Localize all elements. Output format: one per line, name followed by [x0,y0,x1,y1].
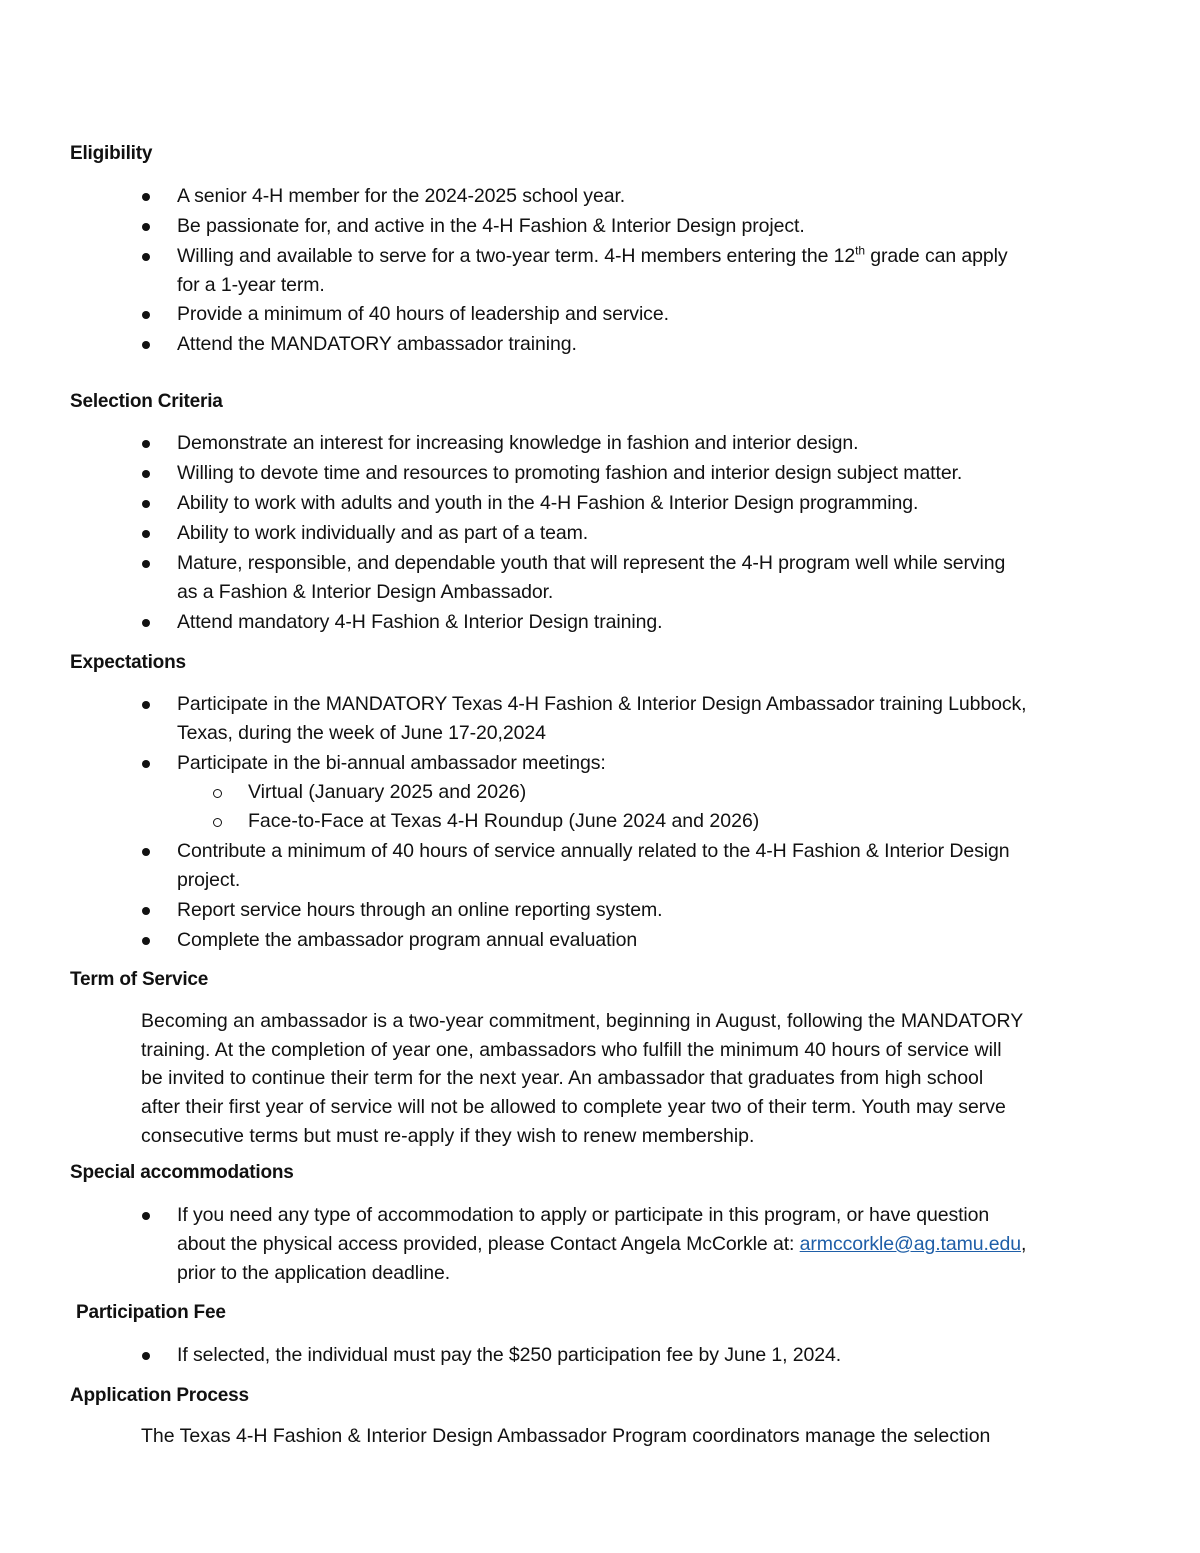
sub-list-item: Virtual (January 2025 and 2026) [248,781,527,803]
bullet-icon [142,311,150,319]
list-item: Ability to work individually and as part of a team. [177,522,589,544]
superscript: th [855,243,865,258]
list-item: Demonstrate an interest for increasing knowledge in fashion and interior design. [177,432,859,454]
list-item: Ability to work with adults and youth in the 4-H Fashion & Interior Design programming. [177,492,919,514]
list-item [177,242,1008,271]
circle-bullet-icon [213,818,222,827]
heading-selection-criteria: Selection Criteria [70,391,223,412]
heading-application-process: Application Process [70,1385,249,1406]
bullet-icon [142,500,150,508]
paragraph-line: The Texas 4-H Fashion & Interior Design Ambassador Program coordinators manage the selection [141,1425,991,1447]
heading-term-of-service: Term of Service [70,969,209,990]
list-item: Attend the MANDATORY ambassador training. [177,333,577,355]
bullet-icon [142,701,150,709]
bullet-icon [142,907,150,915]
list-item: Participate in the MANDATORY Texas 4-H Fashion & Interior Design Ambassador training Lubbock, [177,693,1027,715]
list-item-continuation: prior to the application deadline. [177,1262,451,1284]
bullet-icon [142,1212,150,1220]
bullet-icon [142,530,150,538]
list-item-continuation: project. [177,869,241,891]
list-item: If selected, the individual must pay the $250 participation fee by June 1, 2024. [177,1344,842,1366]
bullet-icon [142,560,150,568]
list-item-continuation: for a 1-year term. [177,274,325,296]
bullet-icon [142,848,150,856]
list-item-text: , [1021,1233,1027,1255]
email-link[interactable]: armccorkle@ag.tamu.edu [799,1233,1022,1255]
list-item-text: Willing and available to serve for a two-year term. 4-H members entering the 12 [177,245,856,267]
list-item: Be passionate for, and active in the 4-H Fashion & Interior Design project. [177,215,805,237]
list-item: If you need any type of accommodation to apply or participate in this program, or have question [177,1204,990,1226]
paragraph-line: after their first year of service will not be allowed to complete year two of their term. Youth may serve [141,1096,1006,1118]
list-item: Contribute a minimum of 40 hours of service annually related to the 4-H Fashion & Interior Design [177,840,1010,862]
list-item: Participate in the bi-annual ambassador meetings: [177,752,606,774]
bullet-icon [142,937,150,945]
list-item-continuation: Texas, during the week of June 17-20,2024 [177,722,546,744]
paragraph-line: be invited to continue their term for the next year. An ambassador that graduates from high school [141,1067,984,1089]
bullet-icon [142,253,150,261]
heading-eligibility: Eligibility [70,143,153,164]
list-item: A senior 4-H member for the 2024-2025 school year. [177,185,626,207]
bullet-icon [142,341,150,349]
heading-special-accommodations: Special accommodations [70,1162,294,1183]
heading-expectations: Expectations [70,652,186,673]
bullet-icon [142,193,150,201]
bullet-icon [142,760,150,768]
list-item-continuation [177,1230,1026,1259]
list-item: Provide a minimum of 40 hours of leadership and service. [177,303,669,325]
bullet-icon [142,470,150,478]
list-item-text: grade can apply [864,245,1008,267]
bullet-icon [142,223,150,231]
sub-list-item: Face-to-Face at Texas 4-H Roundup (June 2024 and 2026) [248,810,760,832]
paragraph-line: Becoming an ambassador is a two-year commitment, beginning in August, following the MANDATORY [141,1010,1024,1032]
heading-participation-fee: Participation Fee [76,1302,226,1323]
paragraph-line: training. At the completion of year one, ambassadors who fulfill the minimum 40 hours of service will [141,1039,1002,1061]
list-item: Complete the ambassador program annual evaluation [177,929,638,951]
list-item: Mature, responsible, and dependable youth that will represent the 4-H program well while serving [177,552,1006,574]
circle-bullet-icon [213,789,222,798]
bullet-icon [142,1352,150,1360]
list-item: Attend mandatory 4-H Fashion & Interior Design training. [177,611,663,633]
list-item: Willing to devote time and resources to promoting fashion and interior design subject matter. [177,462,963,484]
paragraph-line: consecutive terms but must re-apply if they wish to renew membership. [141,1125,755,1147]
list-item-continuation: as a Fashion & Interior Design Ambassador. [177,581,554,603]
list-item-text: about the physical access provided, please Contact Angela McCorkle at: [177,1233,800,1255]
bullet-icon [142,619,150,627]
bullet-icon [142,440,150,448]
list-item: Report service hours through an online reporting system. [177,899,663,921]
